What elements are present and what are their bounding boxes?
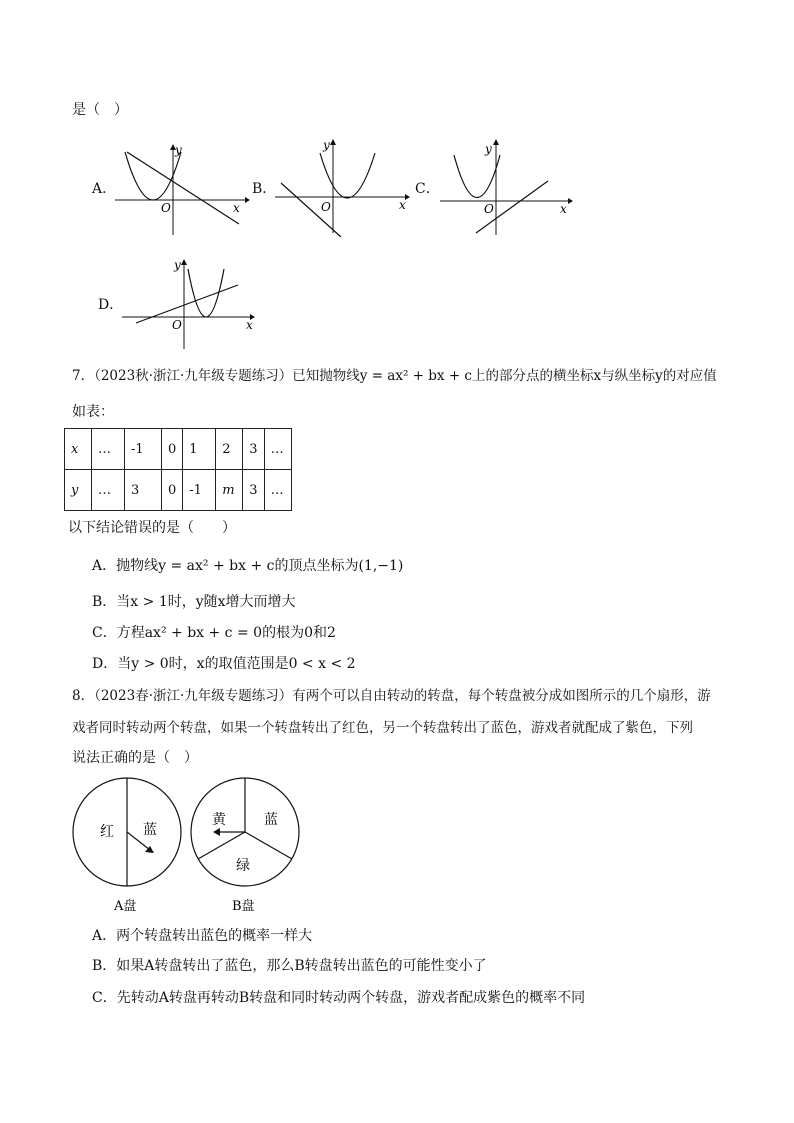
- table-cell: 0: [162, 429, 183, 470]
- q6-option-b-letter[interactable]: B．: [252, 181, 277, 197]
- spinner-a-label-blue: 蓝: [143, 822, 157, 838]
- y-label: y: [174, 258, 181, 272]
- q7-option-a[interactable]: A．抛物线y = ax² + bx + c的顶点坐标为(1,−1): [92, 558, 404, 574]
- x-axis-arrow: [568, 198, 573, 204]
- y-label: y: [323, 138, 330, 152]
- table-cell: …: [264, 470, 291, 511]
- y-axis-arrow: [493, 139, 499, 145]
- table-cell: y: [65, 470, 92, 511]
- table-cell: 3: [243, 429, 264, 470]
- q7-value-table: [64, 428, 292, 511]
- table-row-x: [65, 429, 292, 470]
- q6-option-a-graph[interactable]: [115, 140, 250, 240]
- spinner-b-label-green: 绿: [236, 858, 250, 874]
- parabola: [320, 153, 375, 198]
- x-label: x: [399, 198, 406, 212]
- line: [281, 183, 341, 237]
- table-cell: -1: [125, 429, 162, 470]
- q8-option-b[interactable]: B．如果A转盘转出了蓝色，那么B转盘转出蓝色的可能性变小了: [92, 958, 487, 974]
- spinner-a-label-red: 红: [100, 824, 114, 840]
- q7-option-b[interactable]: B．当x > 1时，y随x增大而增大: [92, 594, 296, 610]
- spinner-b-label-blue: 蓝: [264, 812, 278, 828]
- table-cell: 3: [125, 470, 162, 511]
- table-cell: 1: [183, 429, 216, 470]
- q6-option-c-graph[interactable]: [440, 135, 575, 240]
- spinner-b-caption: B盘: [232, 899, 255, 914]
- table-cell: m: [216, 470, 243, 511]
- spinner-b: [188, 776, 304, 916]
- q8-option-a[interactable]: A．两个转盘转出蓝色的概率一样大: [92, 928, 313, 944]
- x-label: x: [233, 201, 240, 215]
- q7-option-d[interactable]: D．当y > 0时，x的取值范围是0 < x < 2: [92, 656, 356, 672]
- spinner-b-label-yellow: 黄: [212, 812, 226, 828]
- q8-option-c[interactable]: C．先转动A转盘再转动B转盘和同时转动两个转盘，游戏者配成紫色的概率不同: [92, 990, 586, 1006]
- q7-stem-line2: 如表：: [72, 404, 114, 420]
- q8-stem-line3: 说法正确的是（ ）: [72, 750, 198, 766]
- x-label: x: [560, 202, 567, 216]
- origin-label: O: [172, 318, 182, 332]
- spinner-a: [70, 776, 186, 916]
- q6-option-c-letter[interactable]: C．: [415, 181, 440, 197]
- table-cell: 3: [243, 470, 264, 511]
- table-cell: …: [264, 429, 291, 470]
- table-cell: …: [92, 429, 125, 470]
- x-label: x: [246, 318, 253, 332]
- origin-label: O: [161, 201, 171, 215]
- table-cell: 0: [162, 470, 183, 511]
- table-cell: 2: [216, 429, 243, 470]
- table-cell: -1: [183, 470, 216, 511]
- table-cell: …: [92, 470, 125, 511]
- q7-option-c[interactable]: C．方程ax² + bx + c = 0的根为0和2: [92, 625, 336, 641]
- q8-stem-line2: 戏者同时转动两个转盘，如果一个转盘转出了红色，另一个转盘转出了蓝色，游戏者就配成了紫色，下列: [72, 720, 693, 736]
- q6-option-d-graph[interactable]: [122, 255, 257, 350]
- parabola: [454, 155, 500, 198]
- q6-option-a-letter[interactable]: A．: [92, 181, 117, 197]
- q7-question: 以下结论错误的是（ ）: [68, 520, 236, 536]
- y-label: y: [485, 142, 492, 156]
- origin-label: O: [321, 200, 331, 214]
- table-row-y: [65, 470, 292, 511]
- y-label: y: [175, 143, 182, 157]
- y-axis-arrow: [330, 139, 336, 145]
- spinner-a-caption: A盘: [114, 899, 137, 914]
- q8-stem-line1: 8．（2023春·浙江·九年级专题练习）有两个可以自由转动的转盘，每个转盘被分成如图所示的几个扇形，游: [72, 688, 711, 704]
- line: [127, 152, 239, 224]
- q7-stem-line1: 7．（2023秋·浙江·九年级专题练习）已知抛物线y = ax² + bx + c上的部分点的横坐标x与纵坐标y的对应值: [72, 368, 717, 384]
- y-axis-arrow: [181, 259, 187, 265]
- origin-label: O: [484, 202, 494, 216]
- q6-option-d-letter[interactable]: D．: [98, 297, 124, 313]
- table-cell: x: [65, 429, 92, 470]
- parabola: [188, 269, 224, 317]
- x-axis-arrow: [245, 197, 250, 203]
- q6-tail: 是（ ）: [72, 102, 128, 118]
- q6-option-b-graph[interactable]: [275, 135, 410, 240]
